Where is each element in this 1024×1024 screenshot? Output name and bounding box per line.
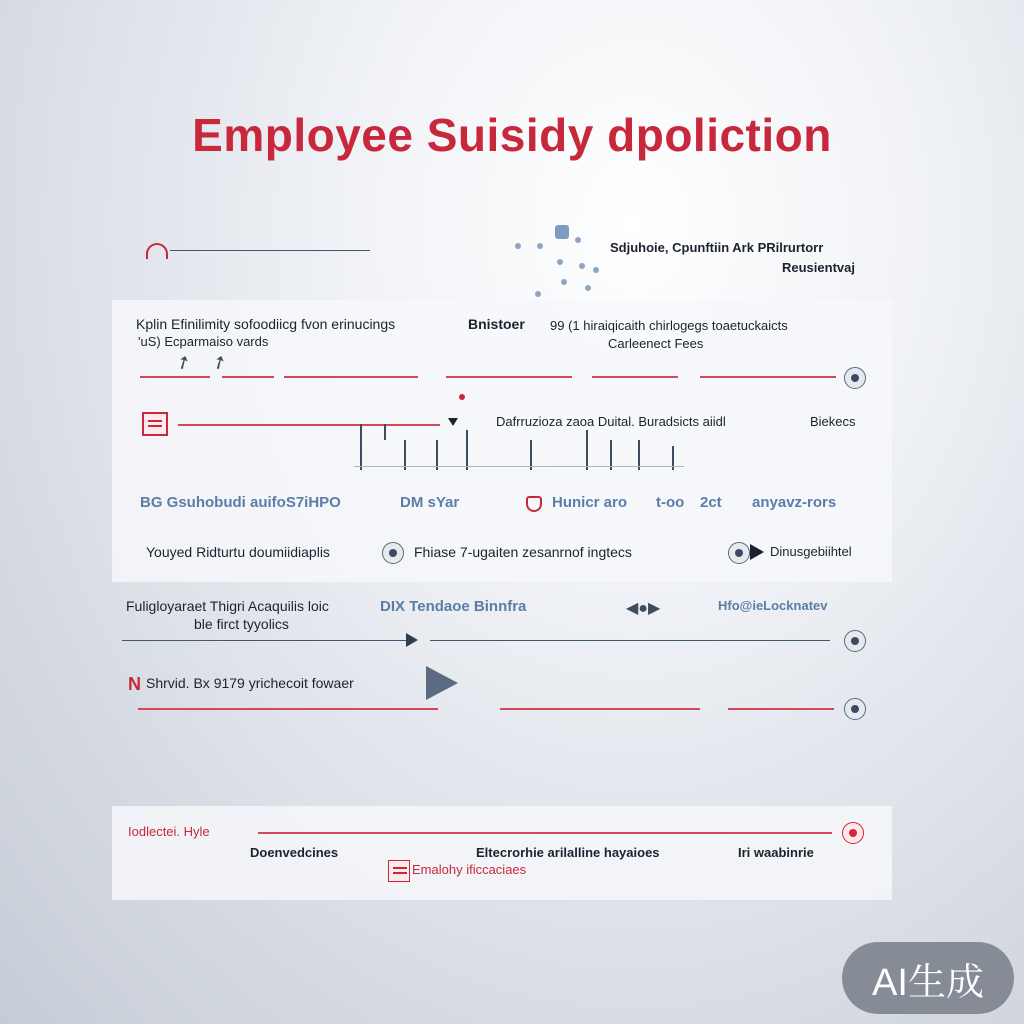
dot [515,243,521,249]
footer-label: Iodlectei. Hyle [128,824,210,839]
row2-marker-icon [448,418,458,426]
dot [585,285,591,291]
blue-row-left: BG Gsuhobudi auifoS7iHPO [140,494,341,511]
row3-left: Youyed Ridturtu doumiidiaplis [146,544,330,560]
row1-mid-label: Bnistoer [468,316,525,332]
top-right-line2: Reusientvaj [782,260,855,275]
row1-text-line2: 'uS) Ecparmaiso vards [138,334,269,349]
row5-end-button[interactable] [844,698,866,720]
row1-field-line[interactable] [222,376,274,378]
header-connector-icon [146,243,168,259]
row4-middle: DIX Tendaoe Binnfra [380,598,527,615]
row1-field-line[interactable] [284,376,418,378]
footer-status-button[interactable] [842,822,864,844]
row3-play-button[interactable] [728,542,750,564]
blue-row-middle: DM sYar [400,494,460,511]
row4-end-button[interactable] [844,630,866,652]
row1-field-line[interactable] [446,376,572,378]
row4-left-line2: ble firct tyyolics [194,616,289,632]
row4-progress-line[interactable] [122,640,412,641]
dot [537,243,543,249]
top-right-line1: Sdjuhoie, Cpunftiin Ark PRilrurtorr [610,240,824,255]
row1-field-line[interactable] [140,376,210,378]
row3-right: Dinusgebiihtel [770,544,852,559]
row1-right-label: 99 (1 hiraiqicaith chirlogegs toaetuckaicts [550,318,788,333]
status-dot-icon [849,829,857,837]
ai-generated-badge: AI生成 [842,942,1014,1014]
row3-middle: Fhiase 7-ugaiten zesanrnof ingtecs [414,544,632,560]
tick-mark [360,424,362,470]
page-title: Employee Suisidy dpoliction [192,109,832,161]
row2-end-label: Biekecs [810,414,856,429]
row2-pin-icon [459,394,465,400]
row2-axis-line [354,466,684,467]
footer-track[interactable] [258,832,832,834]
dot [557,259,563,265]
row4-progress-line[interactable] [430,640,830,641]
blue-row-right1: Hunicr aro [552,494,628,511]
row5-prefix-icon: N [128,674,141,694]
blue-row-right2: t-oo [656,494,685,511]
row5-field-line[interactable] [728,708,834,710]
tick-mark [466,430,468,470]
row1-field-line[interactable] [700,376,836,378]
footer-col1: Doenvedcines [250,845,339,860]
blue-row-right3: 2ct [700,494,722,511]
row5-field-line[interactable] [138,708,438,710]
option-dot-icon [389,549,397,557]
arrow-icon: ➚ [171,349,195,375]
footer-doc-icon [388,860,410,882]
row5-field-line[interactable] [500,708,700,710]
dot [535,291,541,297]
end-dot-icon [851,705,859,713]
rewind-icon: ◀●▶ [626,600,661,617]
row4-right: Hfo@ieLocknatev [718,598,828,613]
row2-slider-track[interactable] [178,424,440,426]
dot [579,263,585,269]
play-triangle-icon[interactable] [426,666,458,700]
dot [575,237,581,243]
row1-field-line[interactable] [592,376,678,378]
footer-col2: Eltecrorhie arilalline hayaioes [476,845,660,860]
end-dot-icon [851,637,859,645]
footer-col3: Iri waabinrie [738,845,814,860]
dot [593,267,599,273]
dot-grid [515,215,605,305]
row1-sub-label: Carleenect Fees [608,336,704,351]
dot [555,225,569,239]
arrow-icon: ➚ [207,349,231,375]
tick-mark [384,424,386,440]
toggle-dot-icon [851,374,859,382]
shield-icon [526,496,542,512]
arrow-right-icon [406,633,418,647]
play-dot-icon [735,549,743,557]
dot [561,279,567,285]
header-divider [170,250,370,251]
row5-text: Shrvid. Bx 9179 yrichecoit fowaer [146,675,354,691]
row1-toggle-button[interactable] [844,367,866,389]
play-icon [750,544,764,560]
row3-option-button[interactable] [382,542,404,564]
row2-label: Dafrruzioza zaoa Duital. Buradsicts aiidl [496,414,726,429]
blue-row-right4: anyavz-rors [752,494,837,511]
footer-sub: Emalohy ificcaciaes [412,862,527,877]
row4-left-line1: Fuligloyaraet Thigri Acaquilis loic [126,598,329,614]
document-icon [142,412,168,436]
row1-text-line1: Kplin Efinilimity sofoodiicg fvon erinucings [136,316,396,332]
tick-mark [586,430,588,470]
